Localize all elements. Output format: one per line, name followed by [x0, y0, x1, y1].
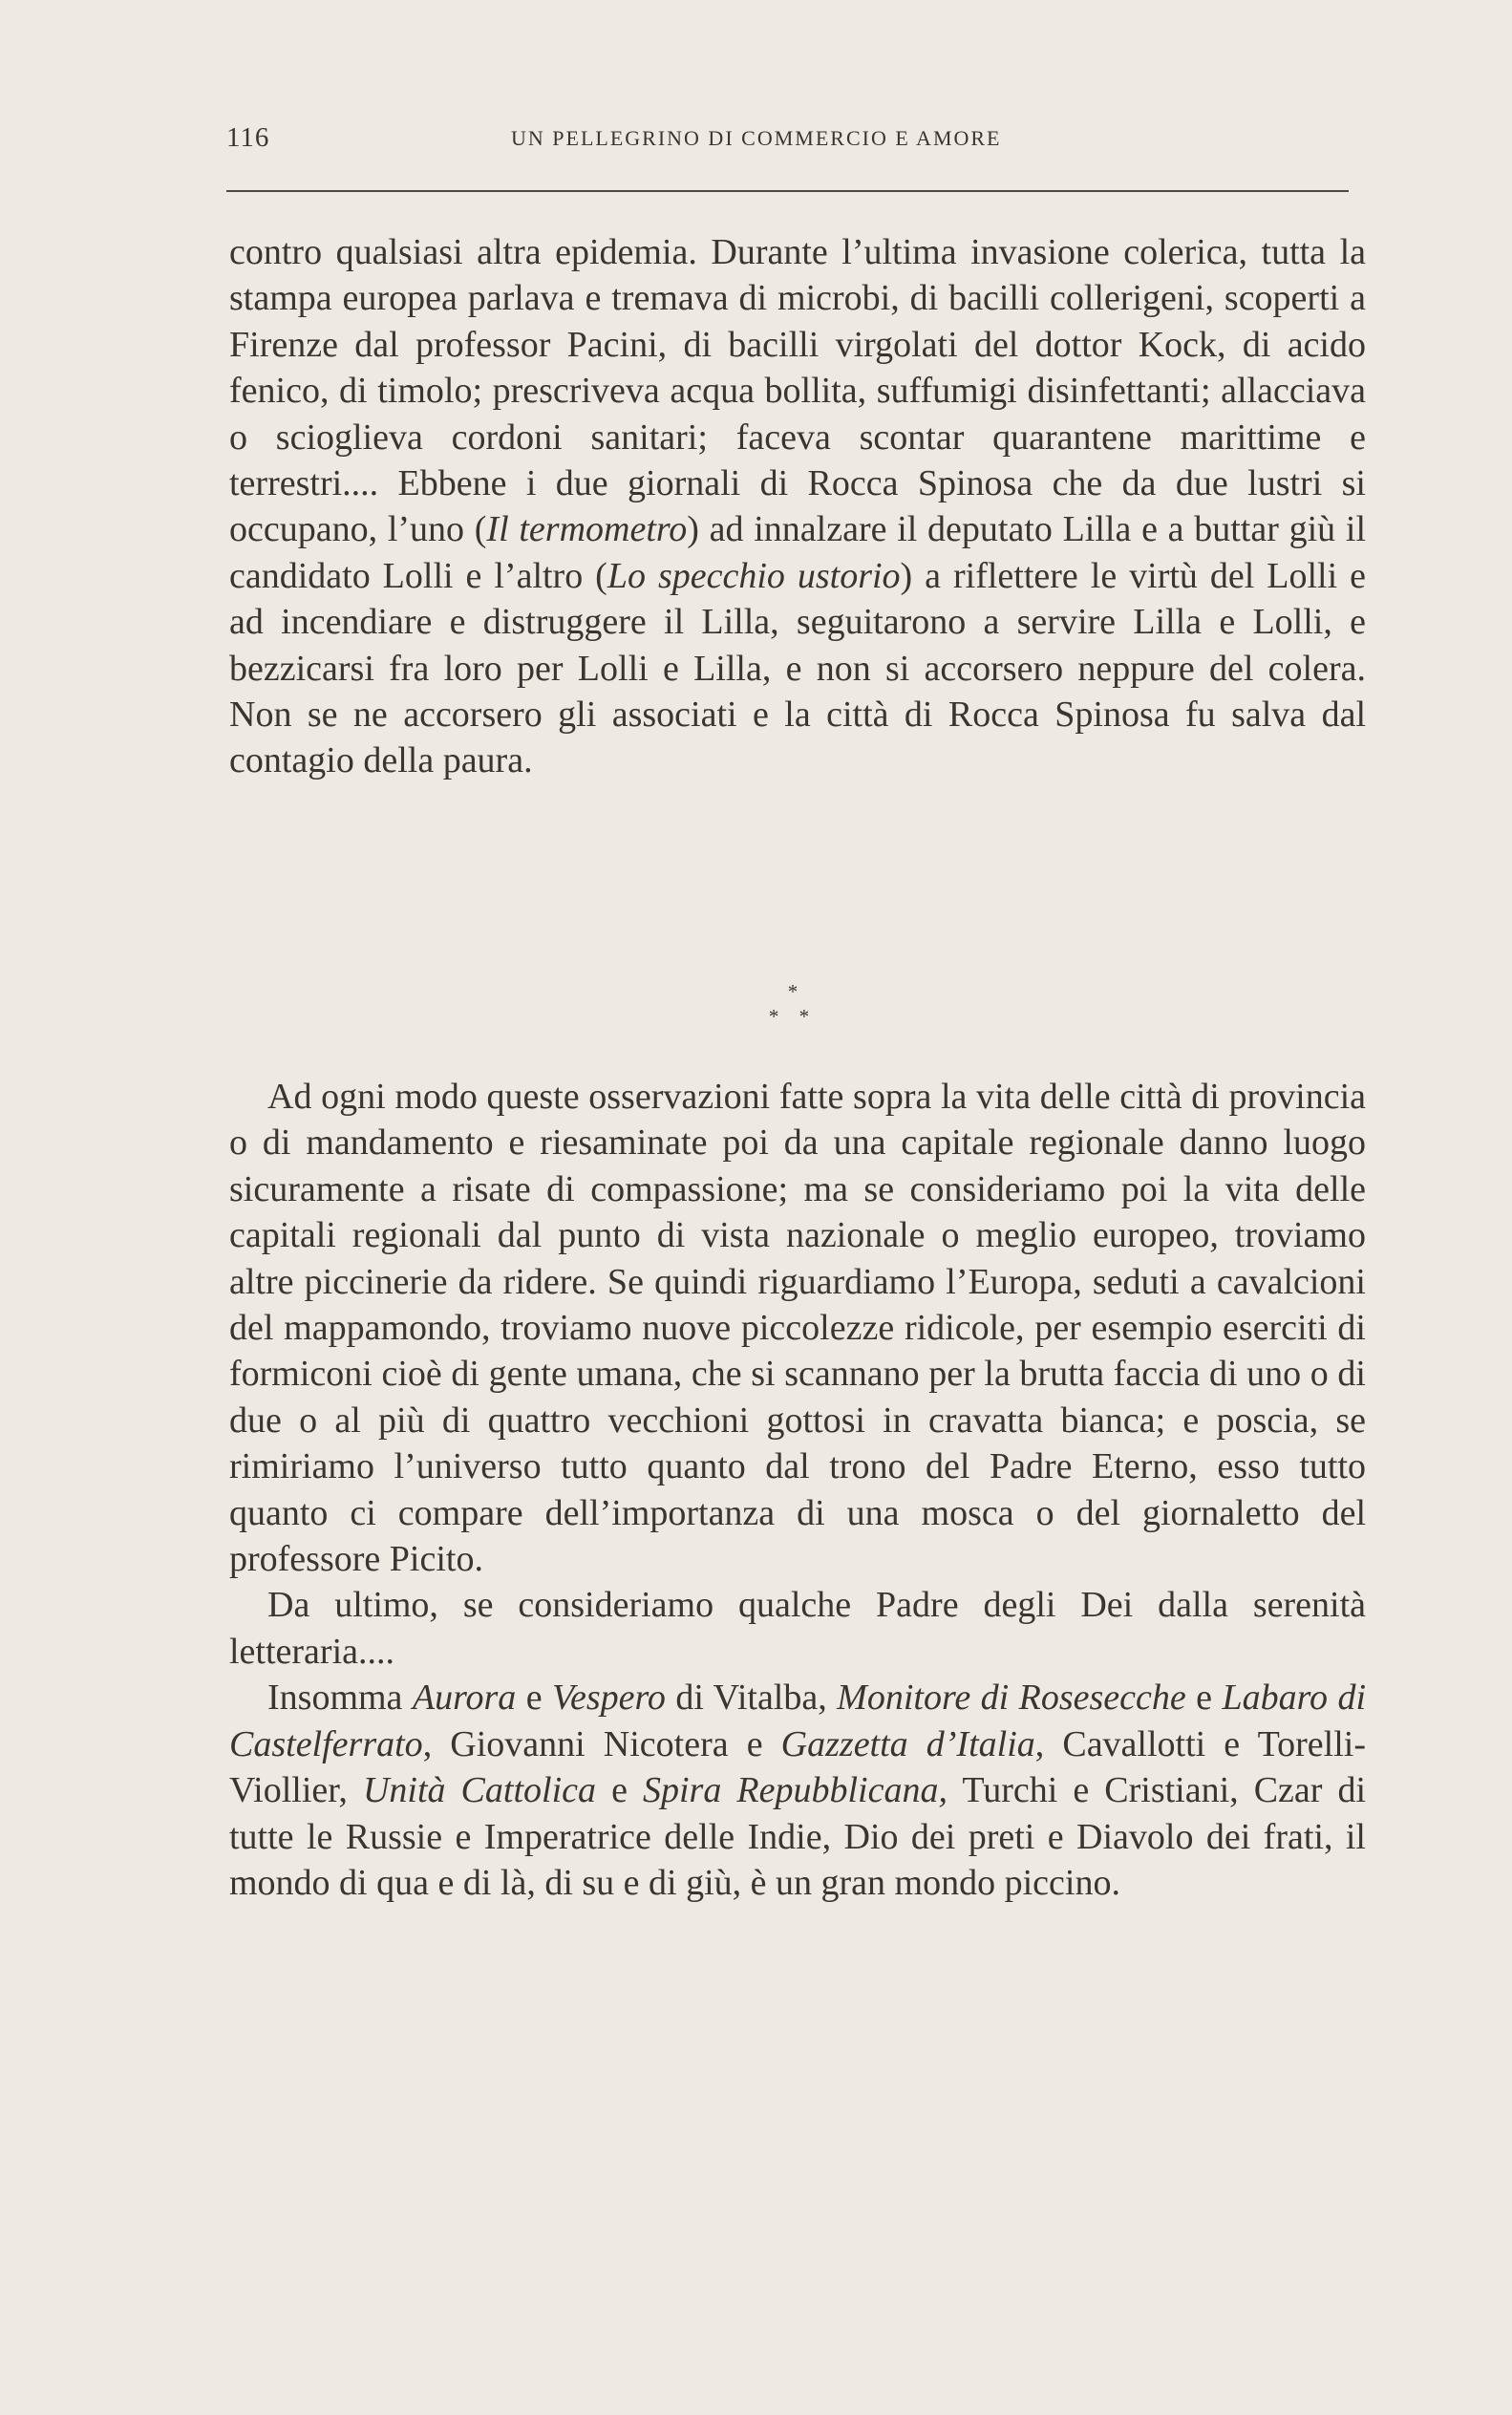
title-unita-cattolica: Unità Cattolica: [362, 1770, 597, 1811]
paragraph-4-s4: e: [1185, 1678, 1223, 1719]
paragraph-4-s7: e: [596, 1770, 643, 1811]
paragraph-4-s8: Turchi e Cristiani, Czar di tutte le Russie e Imperatrice delle Indie, Dio dei preti e Diavolo dei frati, il mondo di qua e di là, di su e di giù, è un gran mondo piccino.: [229, 1770, 1367, 1903]
title-labaro-di-castelferrato: Labaro di Castelferrato: [229, 1678, 1367, 1764]
paragraph-1-part-3: ) a riflettere le virtù del Lolli e ad incendiare e distruggere il Lilla, seguitarono a servire Lilla e Lolli, e bezzicarsi fra loro per Lolli e Lilla, e non si accorsero neppure del colera. Non se ne accorsero gli associati e la città di Rocca Spinosa fu salva dal contagio della paura.: [229, 555, 1366, 781]
text-block-bottom: [229, 1074, 1366, 1906]
title-gazzetta-d-italia: Gazzetta d’Italia: [780, 1723, 1035, 1764]
paragraph-1-part-2: ) ad innalzare il deputato Lilla e a buttar giù il candidato Lolli e l’altro (: [229, 509, 1366, 596]
asterism: [755, 980, 831, 1037]
paragraph-4-s3: di Vitalba,: [665, 1678, 838, 1719]
header-rule: [226, 190, 1349, 192]
title-vespero: Vespero: [552, 1678, 666, 1719]
paragraph-4-s5: , Giovanni Nicotera e: [422, 1723, 781, 1764]
title-monitore-di-rosesecche: Monitore di Rosesecche: [837, 1678, 1186, 1719]
paragraph-1: [229, 229, 1366, 784]
running-title: UN PELLEGRINO DI COMMERCIO E AMORE: [511, 126, 1002, 150]
paragraph-4-s1: Insomma: [267, 1678, 413, 1719]
page-number: 116: [226, 122, 270, 153]
page-header: [226, 122, 1349, 160]
paragraph-1-part-1: contro qualsiasi altra epidemia. Durante l’ultima invasione colerica, tutta la stampa europea parlava e tremava di microbi, di bacilli collerigeni, scoperti a Firenze dal professor Pacini, di bacilli virgolati del dottor Kock, di acido fenico, di timolo; prescriveva acqua bollita, suffumigi disinfettanti; allacciava o scioglieva cordoni sanitari; faceva scontar quarantene marittime e terrestri.... Ebbene i due giornali di Rocca Spinosa che da due lustri si occupano, l’uno (: [229, 232, 1366, 550]
title-lo-specchio-ustorio: Lo specchio ustorio: [607, 555, 901, 596]
title-il-termometro: Il termometro: [486, 509, 688, 550]
asterism-bottom-stars: * *: [768, 1005, 818, 1028]
paragraph-4-s6: , Cavallotti e Torelli-Viollier,: [229, 1723, 1366, 1811]
paragraph-2: Ad ogni modo queste osservazioni fatte sopra la vita delle città di provincia o di mandamento e riesaminate poi da una capitale regionale danno luogo sicuramente a risate di compassione; ma se consideriamo poi la vita delle capitali regionali dal punto di vista nazionale o meglio europeo, troviamo altre piccinerie da ridere. Se quindi riguardiamo l’Europa, seduti a cavalcioni del mappamondo, troviamo nuove piccolezze ridicole, per esempio eserciti di formiconi cioè di gente umana, che si scannano per la brutta faccia di uno o di due o al più di quattro vecchioni gottosi in cravatta bianca; e poscia, se rimiriamo l’universo tutto quanto dal trono del Padre Eterno, esso tutto quanto ci compare dell’importanza di una mosca o del giornaletto del professore Picito.: [229, 1077, 1366, 1580]
paragraph-4: [229, 1675, 1366, 1906]
paragraph-4-s2: e: [516, 1678, 553, 1719]
text-block-top: [229, 229, 1366, 784]
asterism-top-star: *: [787, 980, 799, 1003]
title-spira-repubblicana: Spira Repubblicana,: [643, 1770, 948, 1811]
paragraph-3: Da ultimo, se consideriamo qualche Padre degli Dei dalla serenità letteraria....: [229, 1585, 1366, 1672]
title-aurora: Aurora: [412, 1678, 517, 1719]
